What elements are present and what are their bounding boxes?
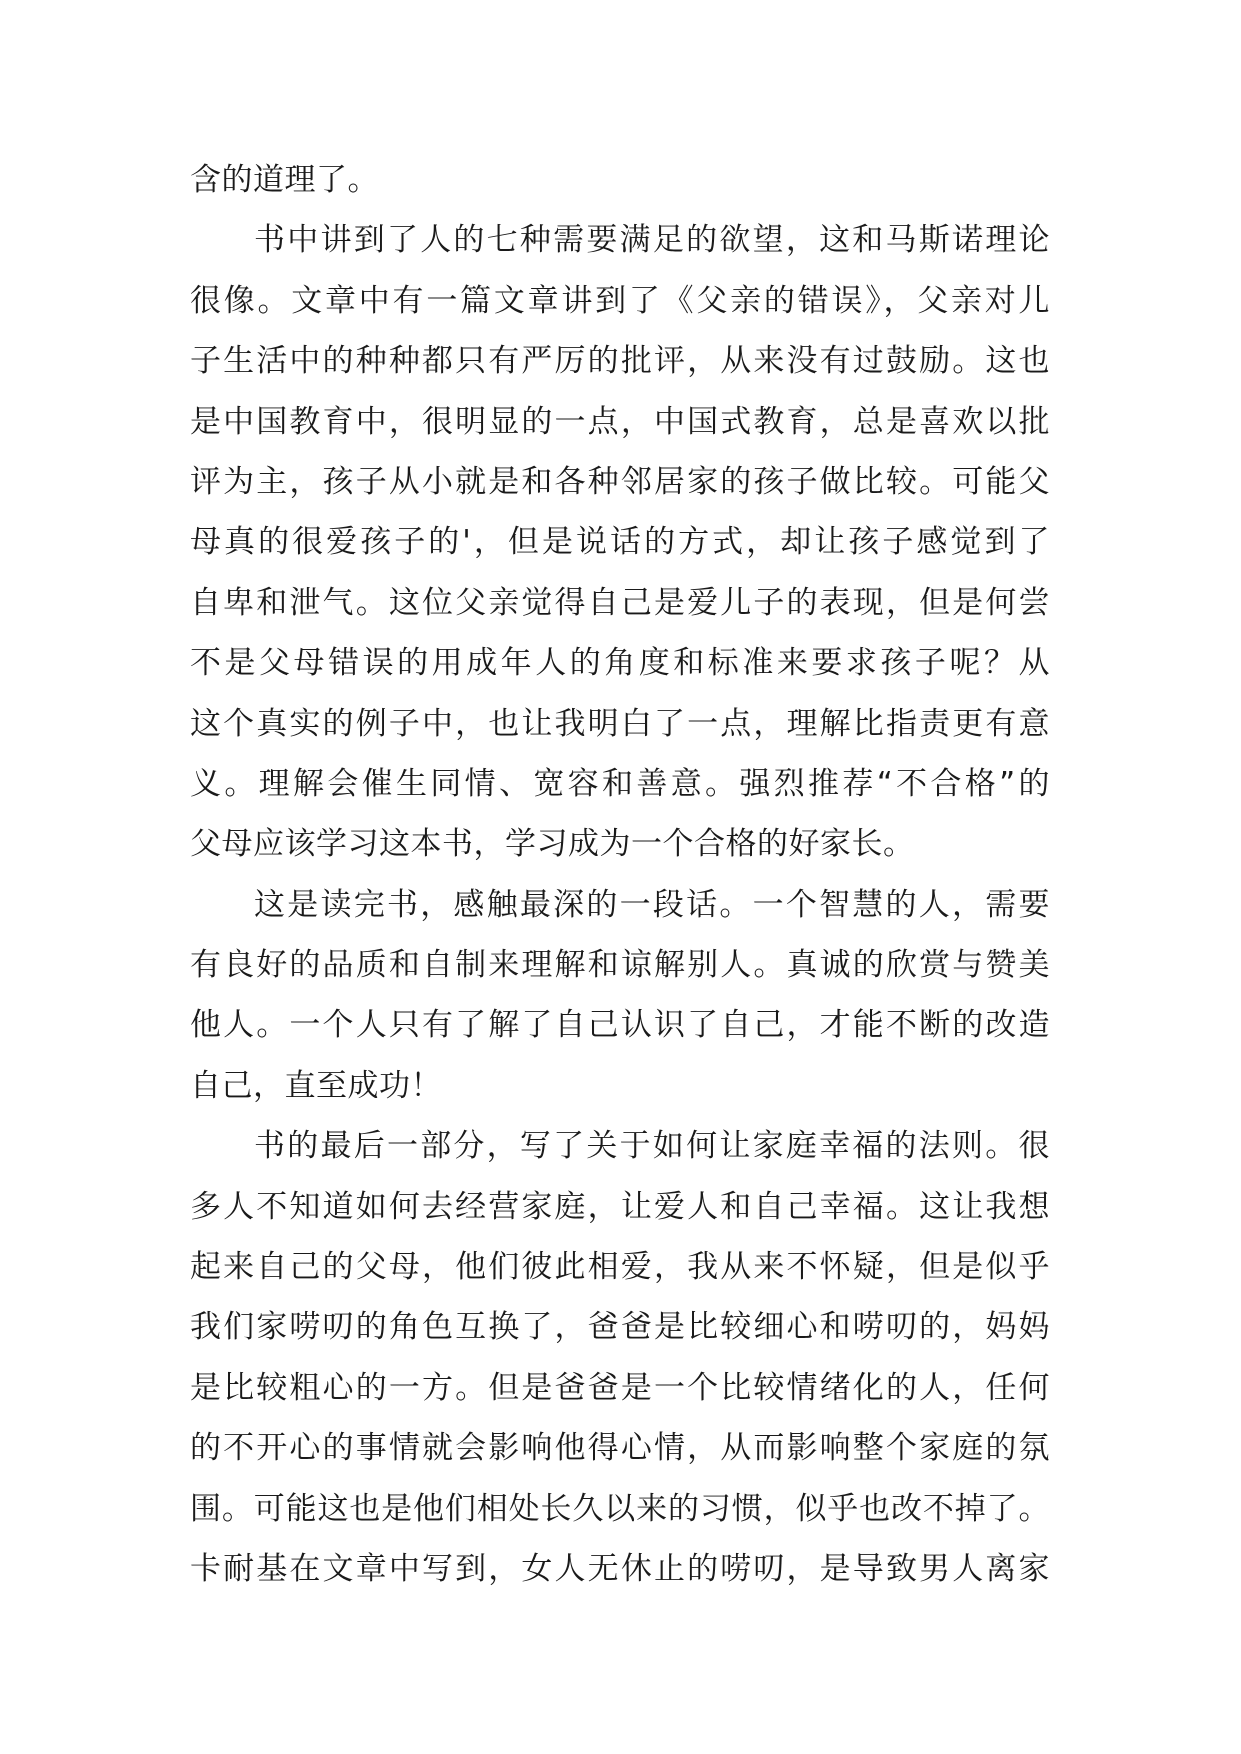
paragraph-first-line: 书中讲到了人的七种需要满足的欲望，这和马斯诺理论 <box>254 222 1050 259</box>
text-line: 我们家唠叨的角色互换了，爸爸是比较细心和唠叨的，妈妈 <box>190 1309 1050 1346</box>
body-text <box>190 150 1050 1599</box>
text-line: 义。理解会催生同情、宽容和善意。强烈推荐“不合格”的 <box>190 765 1050 802</box>
text-line: 有良好的品质和自制来理解和谅解别人。真诚的欣赏与赞美 <box>190 947 1050 984</box>
text-line: 他人。一个人只有了解了自己认识了自己，才能不断的改造 <box>190 1007 1050 1044</box>
text-line: 含的道理了。 <box>190 162 379 198</box>
paragraph-first-line: 这是读完书，感触最深的一段话。一个智慧的人，需要 <box>254 886 1050 923</box>
text-line: 父母应该学习这本书，学习成为一个合格的好家长。 <box>190 826 915 863</box>
text-line: 是比较粗心的一方。但是爸爸是一个比较情绪化的人，任何 <box>190 1369 1050 1406</box>
text-line: 母真的很爱孩子的'，但是说话的方式，却让孩子感觉到了 <box>190 524 1050 561</box>
text-line: 起来自己的父母，他们彼此相爱，我从来不怀疑，但是似乎 <box>190 1249 1050 1286</box>
text-line: 围。可能这也是他们相处长久以来的习惯，似乎也改不掉了。 <box>190 1490 1050 1527</box>
text-line: 卡耐基在文章中写到，女人无休止的唠叨，是导致男人离家 <box>190 1550 1050 1587</box>
text-line: 的不开心的事情就会影响他得心情，从而影响整个家庭的氛 <box>190 1430 1050 1467</box>
text-line: 自卑和泄气。这位父亲觉得自己是爱儿子的表现，但是何尝 <box>190 584 1050 621</box>
text-line: 是中国教育中，很明显的一点，中国式教育，总是喜欢以批 <box>190 403 1050 440</box>
text-line: 这个真实的例子中，也让我明白了一点，理解比指责更有意 <box>190 705 1050 742</box>
text-line: 自己，直至成功！ <box>190 1067 442 1104</box>
text-line: 不是父母错误的用成年人的角度和标准来要求孩子呢？从 <box>190 645 1050 682</box>
text-line: 多人不知道如何去经营家庭，让爱人和自己幸福。这让我想 <box>190 1188 1050 1225</box>
text-line: 很像。文章中有一篇文章讲到了《父亲的错误》，父亲对儿 <box>190 282 1050 319</box>
paragraph-first-line: 书的最后一部分，写了关于如何让家庭幸福的法则。很 <box>254 1128 1050 1165</box>
text-line: 子生活中的种种都只有严厉的批评，从来没有过鼓励。这也 <box>190 343 1050 380</box>
text-line: 评为主，孩子从小就是和各种邻居家的孩子做比较。可能父 <box>190 463 1050 500</box>
